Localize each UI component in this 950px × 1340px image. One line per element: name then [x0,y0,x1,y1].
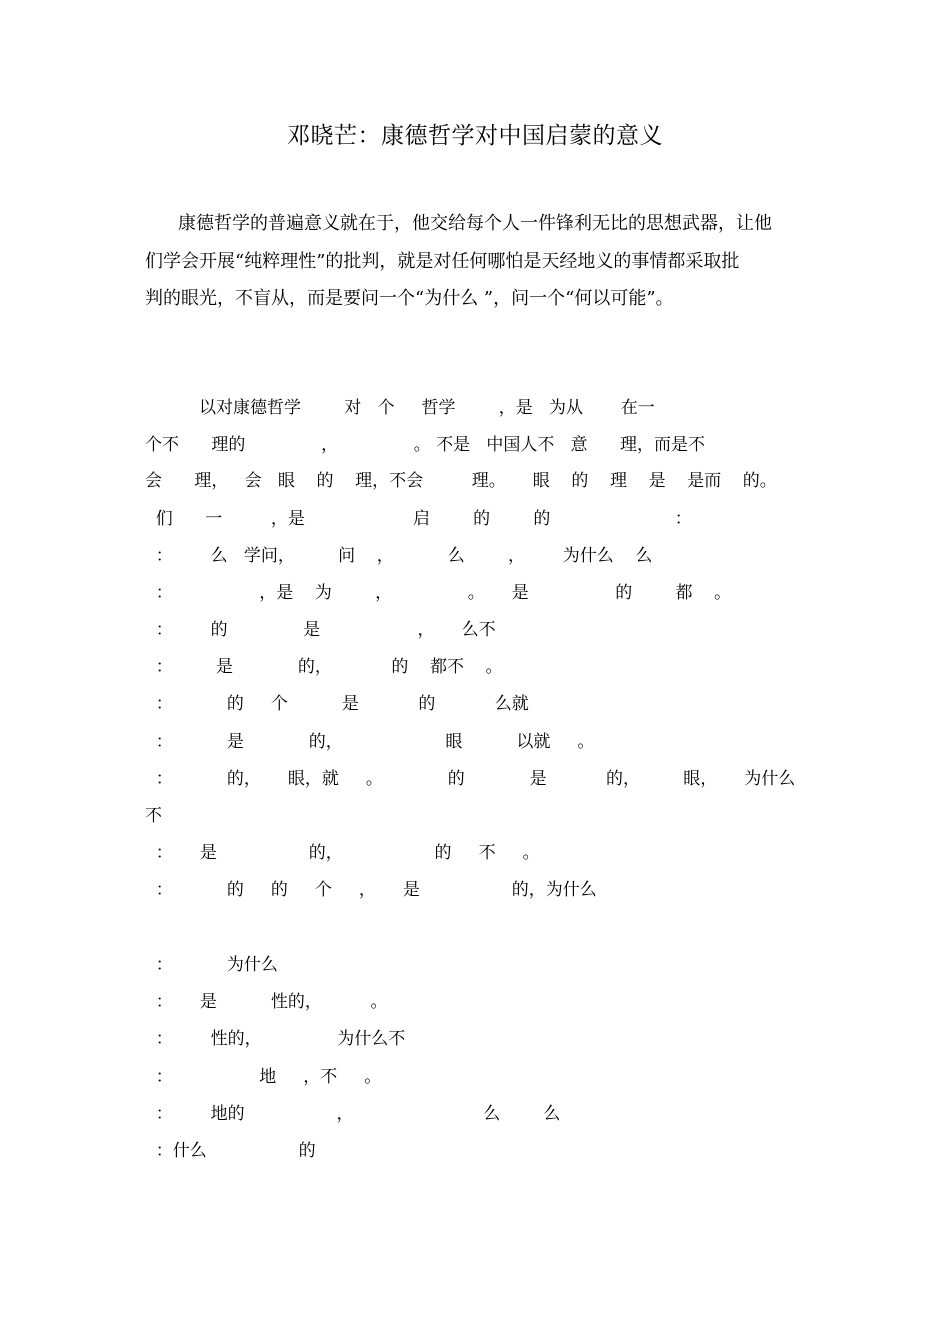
fragment-line: 以对康德哲学 对 个 哲学 ，是 为从 在一 [145,398,655,418]
fragment-line: ：什么 的 [145,1141,316,1161]
fragment-line: 们 一 ，是 启 的 的 ： [145,509,692,529]
fragment-line: ： 性的， 为什么不 [145,1029,406,1049]
fragment-line: 不 [145,806,162,826]
fragment-line: ： 的 的 个 ， 是 的，为什么 [145,880,597,900]
fragment-line: 会 理， 会 眼 的 理，不会 理。 眼 的 理 是 是而 的。 [145,471,777,491]
intro-line: 康德哲学的普遍意义就在于，他交给每个人一件锋利无比的思想武器，让他 [178,213,772,234]
intro-paragraph [145,205,810,318]
fragment-line: 个不 理的 ， 。 不是 中国人不 意 理，而是不 [145,435,705,455]
fragment-line: ： 地的 ， 么 么 [145,1104,561,1124]
fragment-line: ： 为什么 [145,955,278,975]
fragment-line: ： ，是 为 ， 。 是 的 都 。 [145,583,732,603]
fragment-line: ： 是 的， 的 都不 。 [145,657,503,677]
document-title: 邓晓芒：康德哲学对中国启蒙的意义 [287,123,663,149]
fragment-line: ： 地 ，不 。 [145,1067,382,1087]
fragment-line: ： 的， 眼，就 。 的 是 的， 眼， 为什么 [145,769,796,789]
fragment-line: ： 是 的， 眼 以就 。 [145,732,595,752]
fragment-line: ： 的 个 是 的 么就 [145,694,529,714]
intro-line: 们学会开展“纯粹理性”的批判，就是对任何哪怕是天经地义的事情都采取批 [145,250,740,272]
intro-line: 判的眼光，不盲从，而是要问一个“为什么 ”，问一个“何以可能”。 [145,288,674,309]
fragment-line: ： 的 是 ， 么不 [145,620,496,640]
fragment-line: ： 么 学问， 问 ， 么 ， 为什么 么 [145,546,653,566]
fragment-line: ： 是 性的， 。 [145,992,388,1012]
fragment-line: ： 是 的， 的 不 。 [145,843,540,863]
